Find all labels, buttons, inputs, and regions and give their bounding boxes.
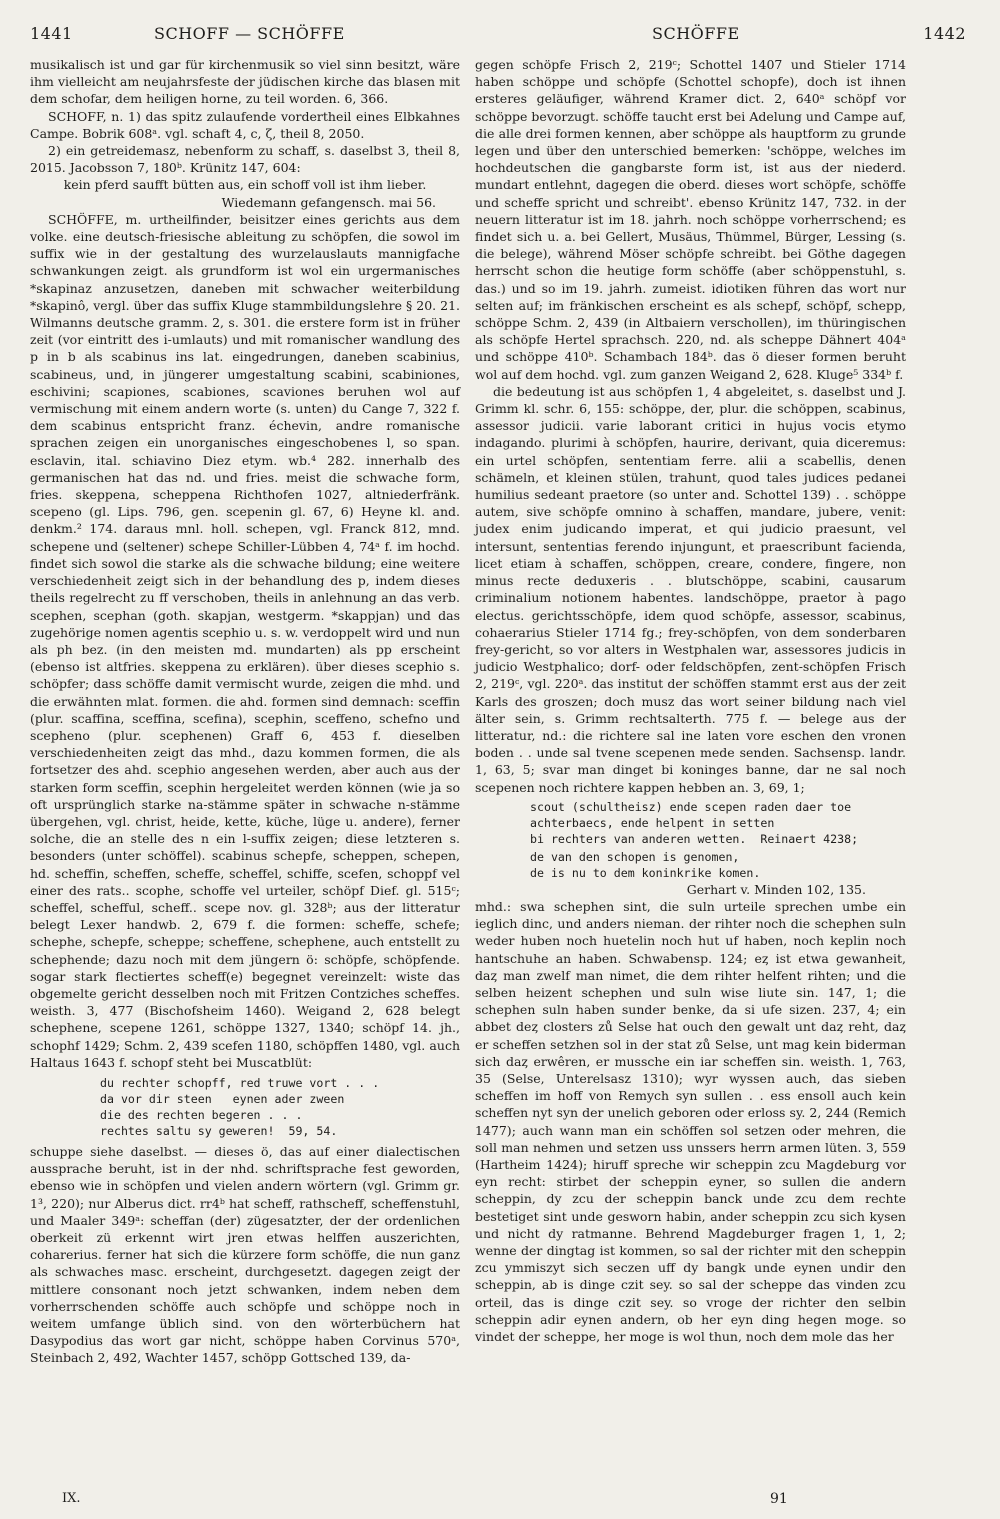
page-number-left: 1441 — [30, 24, 73, 43]
quotation-source: Gerhart v. Minden 102, 135. — [686, 881, 866, 897]
left-column — [30, 56, 460, 1367]
entry-schoeffe-forms: gegen schöpfe Frisch 2, 219ᶜ; Schottel 1407 und Stieler 1714 haben schöppe und schöpfe (Schottel schopfe), doch ist ihnen ersteres geläufiger, während Kramer dict. 2, 640ᵃ schöpf vor schöppe bevorzugt. schöffe taucht erst bei Adelung und Campe auf, die alle drei formen kennen, aber schöppe als hauptform zu grunde legen und über den unterschied bemerken: 'schöppe, welches im hochdeutschen die gangbarste form ist, ist aus der niederd. mundart entlehnt, dagegen die oberd. dieses wort schöpfe, schöffe und scheffe spricht und schreibt'. ebenso Krünitz 147, 732. in der neuern litteratur ist im 18. jahrh. noch schöppe vorherrschend; es findet sich u. a. bei Gellert, Musäus, Thümmel, Bürger, Lessing (s. die belege), während Möser schöpfe schreibt. bei Göthe dagegen herrscht schon die heutige form schöffe (aber schöppenstuhl, s. das.) und so im 19. jahrh. zumeist. idiotiken führen das wort nur selten auf; im fränkischen erscheint es als schepf, schöpf, schepp, schöppe Schm. 2, 439 (in Altbaiern verschollen), im thüringischen als schöpfe Hertel sprachsch. 220, nd. als scheppe Dähnert 404ᵃ und schöppe 410ᵇ. Schambach 184ᵇ. das ö dieser formen beruht wol auf dem hochd. vgl. zum ganzen Weigand 2, 628. Kluge⁵ 334ᵇ f. — [475, 57, 906, 382]
page-header — [30, 18, 966, 50]
entry-continuation: musikalisch ist und gar für kirchenmusik so viel sinn besitzt, wäre ihm vielleicht am neujahrsfeste der jüdischen kirche das blasen mit dem schofar, dem heiligen horne, zu teil worden. 6, 366. — [30, 57, 460, 107]
sheet-number: 91 — [770, 1491, 788, 1507]
quotation-source: Wiedemann gefangensch. mai 56. — [221, 194, 436, 210]
entry-schoeffe-continued: schuppe siehe daselbst. — dieses ö, das auf einer dialectischen aussprache beruht, ist in der nhd. schriftsprache fest geworden, ebenso wie in schöpfen und vielen andern wörtern (vgl. Grimm gr. 1³, 220); nur Alberus dict. rr4ᵇ hat scheff, rathscheff, scheffenstuhl, und Maaler 349ᵃ: scheffan (der) zügesatzter, der der ordenlichen oberkeit zü erkennt wirt jren etwas helffen auszerichten, coharerius. ferner hat sich die kürzere form schöffe, die nun ganz als schwaches masc. erscheint, durchgesetzt. dagegen zeigt der mittlere consonant noch jetzt schwanken, indem neben dem vorherrschenden schöffe auch schöpfe und schöppe noch in weitem umfange üblich sind. von den wörterbüchern hat Dasypodius das wort gar nicht, schöppe haben Corvinus 570ᵃ, Steinbach 2, 492, Wachter 1457, schöpp Gottsched 139, da- — [30, 1143, 460, 1366]
page-number-right: 1442 — [923, 24, 966, 43]
verse-quotation: du rechter schopff, red truwe vort . . . da vor dir steen eynen ader zween die des rechten begeren . . . rechtes saltu sy geweren! 59, 54. — [100, 1075, 380, 1138]
entry-schoff: SCHOFF, n. 1) das spitz zulaufende vordertheil eines Elbkahnes Campe. Bobrik 608ᵃ. vgl. schaft 4, c, ζ, theil 8, 2050. — [30, 108, 460, 141]
quotation: kein pferd saufft bütten aus, ein schoff voll ist ihm lieber. — [63, 177, 427, 193]
column-divider — [466, 56, 467, 1486]
running-head-left: SCHOFF — SCHÖFFE — [154, 24, 345, 43]
entry-schoeffe-mhd: mhd.: swa schephen sint, die suln urteile sprechen umbe ein ieglich dinc, und anders nieman. der rihter noch die schephen suln weder huben noch huetelin noch hut uf haben, noch keplin noch hantschuhe an haben. Schwabensp. 124; eȥ ist etwa gewanheit, daȥ man zwelf man nimet, die dem rihter helfent rihten; und die selben heizent schephen und suln wise liute sin. 147, 1; die schephen suln haben sunder benke, da si ufe sizen. 237, 4; ein abbet deȥ closters zů Selse hat ouch den gewalt unt daȥ reht, daȥ er scheffen setzhen sol in der stat zů Selse, unt mag kein biderman sich daȥ erwêren, er mussche ein iar scheffen sin. weisth. 1, 763, 35 (Selse, Unterelsasz 1310); wyr wyssen auch, das sieben scheffen im hoff von Remych syn sullen . . ess ensoll auch kein scheffen nyt syn der unelich geboren oder erloss sy. 2, 244 (Remich 1477); auch wann man ein schöffen sol setzen oder mehren, die soll man nehmen und setzen uss unssers herrn armen lüten. 3, 559 (Hartheim 1424); hiruff spreche wir scheppin zcu Magdeburg vor eyn recht: stirbet der scheppin eyner, so sullen die andern scheppin, dy zcu der scheppin banck unde zcu dem rechte bestetiget sint unde gesworn habin, ander scheppin zcu sich kysen und nicht dy ratmanne. Behrend Magdeburger fragen 1, 1, 2; wenne der dingtag ist kommen, so sal der richter mit den scheppin zcu ymmiszyt sich seczen uff dy bangk unde eynen undir den scheppin, ab is dinge czit sey. so sal der scheppe das vinden zcu orteil, das is dinge czit sey. so vroge der richter den selbin scheppin adir eynen andern, ob her eyn ding hegen moge. so vindet der scheppe, her moge is wol thun, noch dem mole das her — [475, 898, 906, 1345]
verse-quotation-gerhart: de van den schopen is genomen, de is nu to dem koninkrike komen. — [530, 849, 761, 880]
verse-quotation-reinaert: scout (schultheisz) ende scepen raden daer toe achterbaecs, ende helpent in setten bi rechters van anderen wetten. Reinaert 4238; — [530, 799, 859, 846]
entry-schoeffe-meaning: die bedeutung ist aus schöpfen 1, 4 abgeleitet, s. daselbst und J. Grimm kl. schr. 6, 155: schöppe, der, plur. die schöppen, scabinus, assessor judicii. varie laborant critici in hujus vocis etymo indagando. plurimi à schöpfen, haurire, derivant, quia diceremus: ein urtel schöpfen, sententiam ferre. alii a scabellis, denen schämeln, et kleinen stülen, trahunt, quod tales judices pedanei humilius sedeant praetore (so unter and. Schottel 139) . . schöppe autem, sive schöpfe omnino à schaffen, mandare, jubere, venit: judex enim judicando imperat, et qui judicio praesunt, vel intersunt, sententias ferendo injungunt, et praescribunt facienda, licet etiam à schaffen, schöppen, creare, condere, fingere, non minus recte deduxeris . . blutschöppe, scabini, causarum criminalium notionem habentes. landschöppe, praetor à pago electus. gerichtsschöpfe, idem quod schöpfe, assessor, scabinus, cohaerarius Stieler 1714 fg.; frey-schöpfen, von dem sonderbaren frey-gericht, so vor alters in Westphalen war, assessores judicis in judicio Westphalico; dorf- oder feldschöpfen, zent-schöpfen Frisch 2, 219ᶜ, vgl. 220ᵃ. das institut der schöffen stammt erst aus der zeit Karls des groszen; doch musz das wort seiner bildung nach viel älter sein, s. Grimm rechtsalterth. 775 f. — belege aus der litteratur, nd.: die richtere sal ine laten vore eschen den vronen boden . . unde sal tvene scepenen mede senden. Sachsensp. landr. 1, 63, 5; svar man dinget bi koninges banne, dar ne sal noch scepenen noch richtere kappen hebben an. 3, 69, 1; — [475, 383, 906, 795]
right-column — [475, 56, 906, 1345]
entry-schoeffe: SCHÖFFE, m. urtheilfinder, beisitzer eines gerichts aus dem volke. eine deutsch-friesische ableitung zu schöpfen, die sowol im suffix wie in der gestaltung des wurzelauslauts mannigfache schwankungen zeigt. als grundform ist wol ein urgermanisches *skapinaz anzusetzen, daneben mit schwacher weiterbildung *skapinô, vergl. über das suffix Kluge stammbildungslehre § 20. 21. Wilmanns deutsche gramm. 2, s. 301. die erstere form ist in früher zeit (vor eintritt des i-umlauts) und mit romanischer wandlung des p in b als scabinus ins lat. eingedrungen, daneben scabinius, scabineus, und, in jüngerer umgestaltung scabini, scabiniones, eschivini; scapiones, scabiones, scaviones beruhen wol auf vermischung mit einem andern worte (s. unten) du Cange 7, 322 f. dem scabinus entspricht franz. échevin, andre romanische sprachen zeigen ein unorganisches eingeschobenes l, so span. esclavin, ital. schiavino Diez etym. wb.⁴ 282. innerhalb des germanischen hat das nd. und fries. meist die schwache form, fries. skeppena, scheppena Richthofen 1027, altniederfränk. scepeno (gl. Lips. 796, gen. scepenin gl. 67, 6) Heyne kl. and. denkm.² 174. daraus mnl. holl. schepen, vgl. Franck 812, mnd. schepene und (seltener) schepe Schiller-Lübben 4, 74ᵃ f. im hochd. findet sich sowol die starke als die schwache bildung; eine weitere verschiedenheit zeigt sich in der behandlung des p, indem dieses theils regelrecht zu ff verschoben, theils in anlehnung an das verb. scephen, scephan (goth. skapjan, westgerm. *skappjan) und das zugehörige nomen agentis scephio u. s. w. verdoppelt wird und nun als ph bez. (in den meisten md. mundarten) als pp erscheint (ebenso ist altfries. skeppena zu erklären). über dieses scephio s. schöpfer; dass schöffe damit vermischt wurde, zeigen die mhd. und die erwähnten mlat. formen. die ahd. formen sind demnach: sceffin (plur. scaffina, sceffina, scefina), scephin, sceffeno, schefno und scepheno (plur. scephenen) Graff 6, 453 f. dieselben verschiedenheiten zeigt das mhd., dazu kommen formen, die als fortsetzer des ahd. scephio angesehen werden, aber auch aus der starken form sceffin, scephin hergeleitet werden können (wie ja so oft ursprünglich starke na-stämme später in schwache n-stämme übergehen, vgl. christ, heide, kette, küche, lüge u. andere), ferner solche, die an stelle des n ein l-suffix zeigen; diese letzteren s. besonders (unter schöffel). scabinus schepfe, scheppen, schepen, hd. scheffin, scheffen, scheffe, scheffel, schiffe, scefen, schoppf vel einer des rats.. scophe, schoffe vel urteiler, schöpf Dief. gl. 515ᶜ; scheffel, schefful, scheff.. scepe nov. gl. 328ᵇ; aus der litteratur belegt Lexer handwb. 2, 679 f. die formen: scheffe, schefe; schephe, schepfe, scheppe; scheffene, schephene, auch entstellt zu schephende; dazu noch mit dem jüngern ö: schöpfe, schöpfende. sogar stark flectiertes scheff(e) begegnet vereinzelt: wiste das obgemelte gericht desselben noch mit Fritzen Contziches scheffes. weisth. 3, 477 (Bischofsheim 1460). Weigand 2, 628 belegt schephene, scepene 1261, schöppe 1327, 1340; schöpf 14. jh., schophf 1429; Schm. 2, 439 scefen 1180, schöpffen 1480, vgl. auch Haltaus 1643 f. schopf steht bei Muscatblüt: — [30, 211, 460, 1070]
volume-signature: IX. — [62, 1491, 81, 1506]
running-head-right: SCHÖFFE — [652, 24, 740, 43]
entry-schoff-sense-2: 2) ein getreidemasz, nebenform zu schaff, s. daselbst 3, theil 8, 2015. Jacobsson 7, 180ᵇ. Krünitz 147, 604: — [30, 143, 460, 176]
